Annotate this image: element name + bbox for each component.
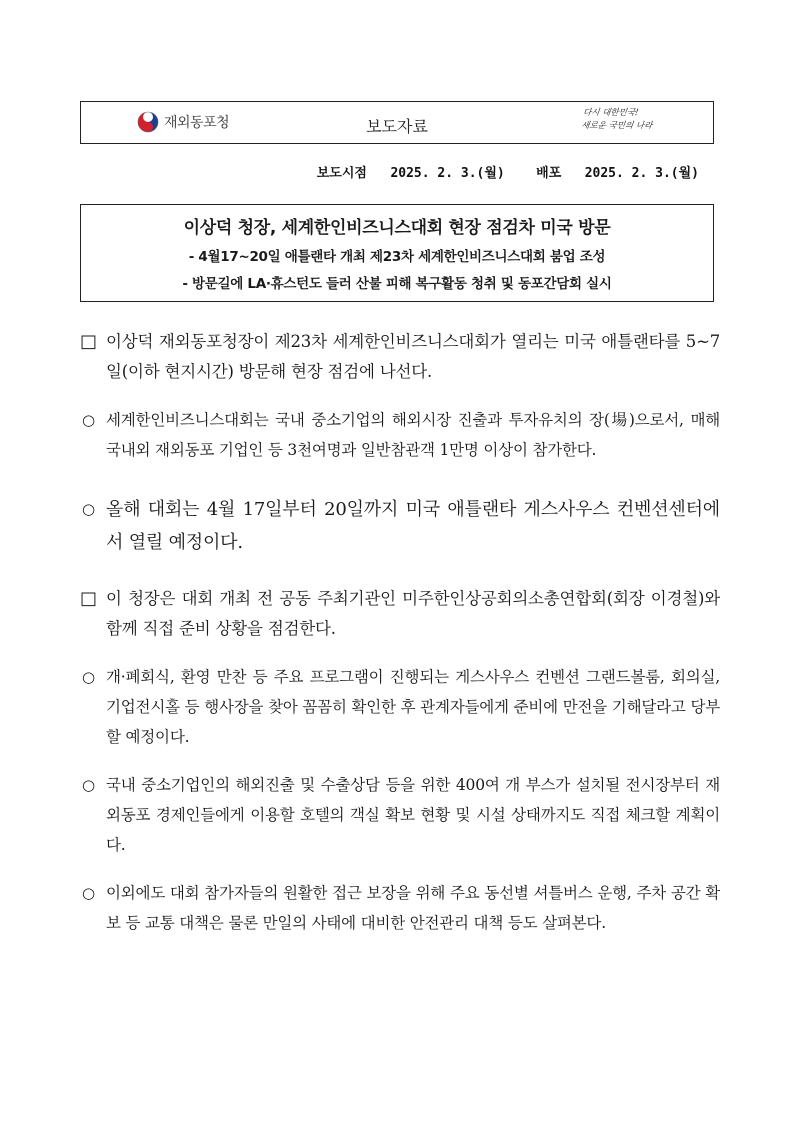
headline-box — [80, 204, 714, 302]
paragraph-2 — [80, 405, 720, 465]
paragraph-text: 이 청장은 대회 개최 전 공동 주최기관인 미주한인상공회의소총연합회(회장 이경철)와 함께 직접 준비 상황을 점검한다. — [106, 589, 720, 638]
distribution-label: 배포 — [536, 166, 562, 181]
paragraph-text: 이상덕 재외동포청장이 제23차 세계한인비즈니스대회가 열리는 미국 애틀랜타를 5~7일(이하 현지시간) 방문해 현장 점검에 나선다. — [106, 332, 720, 381]
release-time-label: 보도시점 — [316, 166, 367, 181]
paragraph-7 — [80, 878, 720, 938]
paragraph-text: 이외에도 대회 참가자들의 원활한 접근 보장을 위해 주요 동선별 셔틀버스 운행, 주차 공간 확보 등 교통 대책은 물론 만일의 사태에 대비한 안전관리 대책 등도 살펴본다. — [106, 884, 720, 932]
release-time-value: 2025. 2. 3.(월) — [390, 166, 505, 181]
press-body — [80, 327, 720, 938]
press-release-label: 보도자료 — [366, 117, 428, 136]
circle-bullet-icon: ○ — [82, 776, 95, 794]
paragraph-4 — [80, 584, 720, 644]
paragraph-6 — [80, 770, 720, 860]
circle-bullet-icon: ○ — [82, 500, 95, 518]
slogan-signature — [580, 107, 655, 133]
square-bullet-icon: □ — [80, 331, 97, 352]
circle-bullet-icon: ○ — [82, 668, 95, 686]
press-header — [80, 101, 714, 144]
headline-subtitle-1: - 4월17~20일 애틀랜타 개최 제23차 세계한인비즈니스대회 붐업 조성 — [188, 249, 606, 265]
circle-bullet-icon: ○ — [82, 884, 95, 902]
square-bullet-icon: □ — [80, 588, 97, 609]
slogan-line-1: 다시 대한민국! — [582, 108, 639, 118]
circle-bullet-icon: ○ — [82, 411, 95, 429]
agency-name: 재외동포청 — [164, 115, 230, 131]
headline-title: 이상덕 청장, 세계한인비즈니스대회 현장 점검차 미국 방문 — [183, 218, 611, 238]
paragraph-text: 국내 중소기업인의 해외진출 및 수출상담 등을 위한 400여 개 부스가 설치될 전시장부터 재외동포 경제인들에게 이용할 호텔의 객실 확보 현황 및 시설 상태까지도 직접 체크할 계획이다. — [106, 776, 720, 854]
paragraph-5 — [80, 662, 720, 752]
slogan-line-2: 새로운 국민의 나라 — [580, 121, 653, 131]
paragraph-text: 올해 대회는 4월 17일부터 20일까지 미국 애틀랜타 게스사우스 컨벤션센터에서 열릴 예정이다. — [106, 499, 720, 553]
release-dates — [317, 162, 699, 181]
distribution-value: 2025. 2. 3.(월) — [584, 166, 699, 181]
paragraph-1 — [80, 327, 720, 387]
paragraph-text: 세계한인비즈니스대회는 국내 중소기업의 해외시장 진출과 투자유치의 장(場)으로서, 매해 국내외 재외동포 기업인 등 3천여명과 일반참관객 1만명 이상이 참가한다. — [106, 411, 720, 459]
paragraph-text: 개·폐회식, 환영 만찬 등 주요 프로그램이 진행되는 게스사우스 컨벤션 그랜드볼룸, 회의실, 기업전시홀 등 행사장을 찾아 꼼꼼히 확인한 후 관계자들에게 준비에 만전을 기해달라고 당부할 예정이다. — [106, 668, 720, 746]
paragraph-3 — [80, 493, 720, 559]
headline-subtitle-2: - 방문길에 LA·휴스턴도 들러 산불 피해 복구활동 청취 및 동포간담회 실시 — [182, 276, 612, 292]
